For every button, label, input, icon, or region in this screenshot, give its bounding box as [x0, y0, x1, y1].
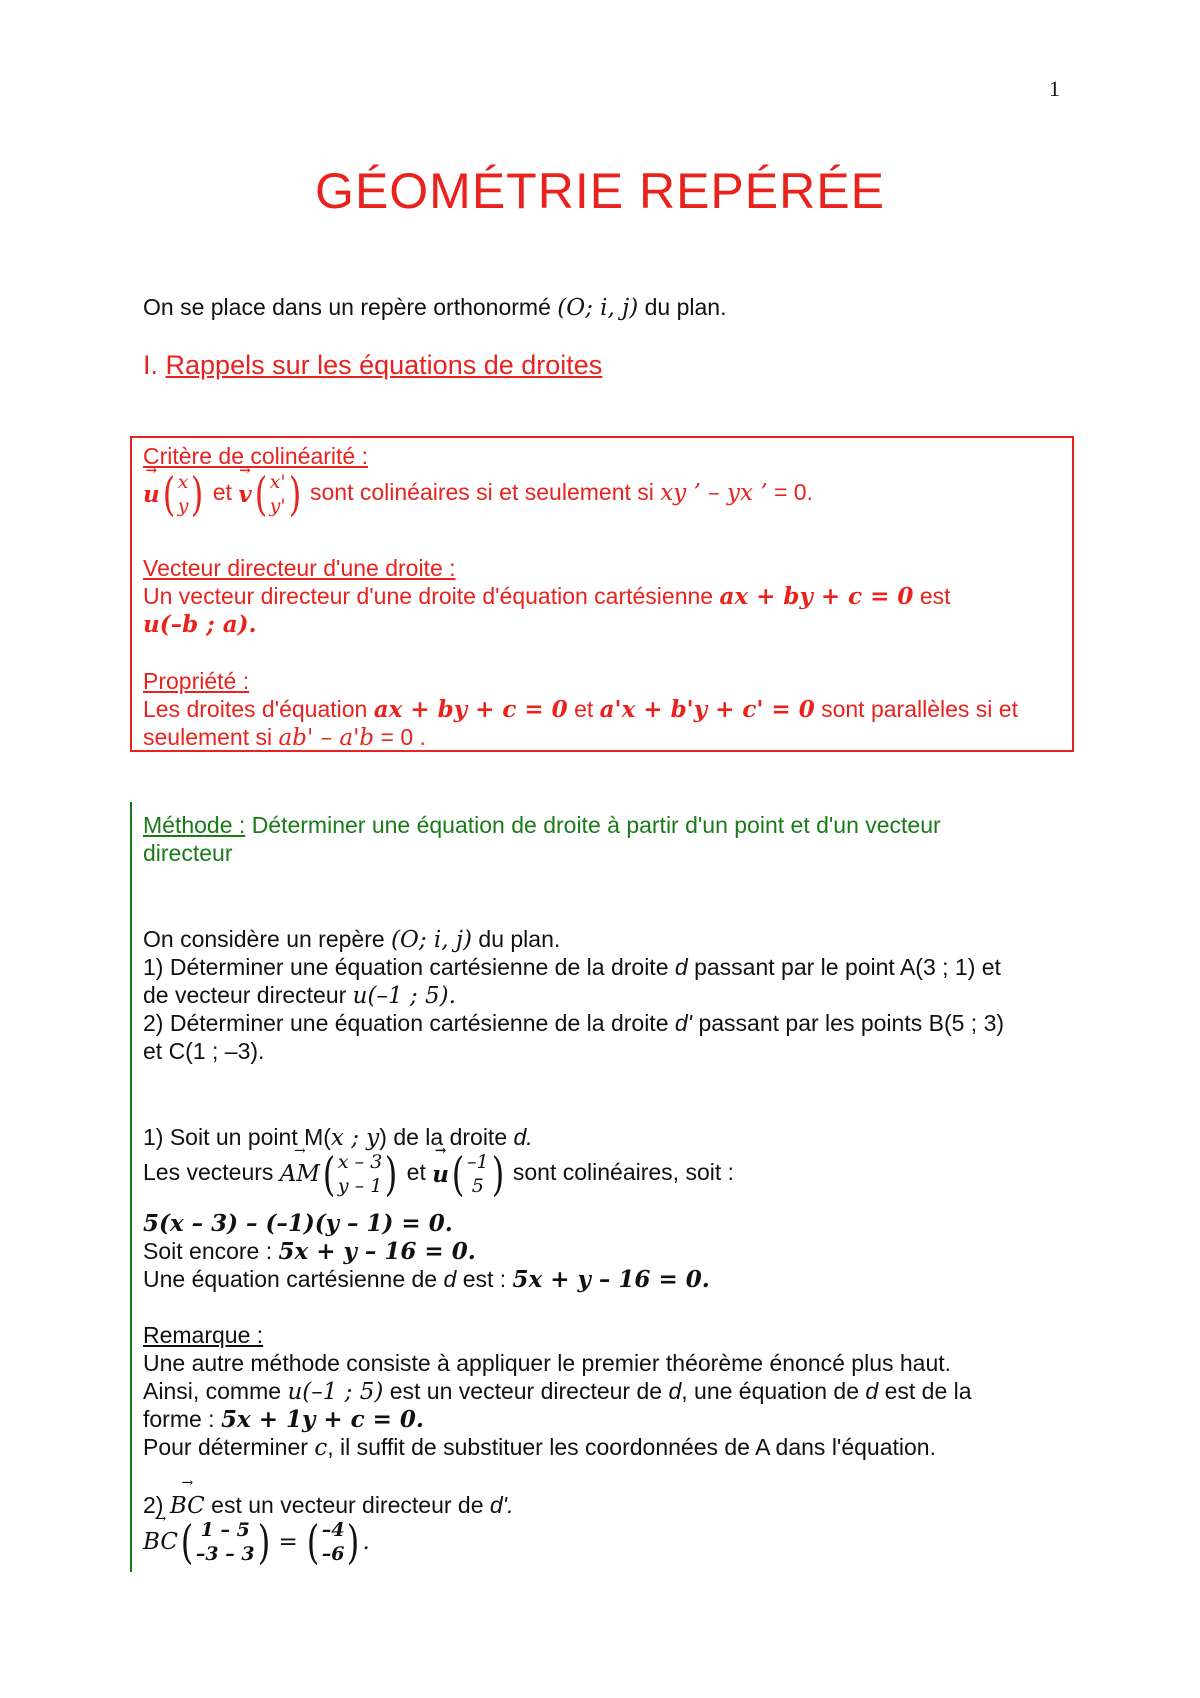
- solution-4: Soit encore : 5x + y – 16 = 0.: [143, 1238, 476, 1265]
- method-rule: [130, 802, 132, 1572]
- consider-line: On considère un repère (O; i, j) du plan.: [143, 926, 561, 953]
- intro-line: [143, 294, 726, 321]
- director-title: Vecteur directeur d'une droite :: [143, 555, 456, 581]
- vector-u: → u: [143, 481, 160, 508]
- intro-text: On se place dans un repère orthonormé: [143, 294, 551, 320]
- solution-5: Une équation cartésienne de d est : 5x + y – 16 = 0.: [143, 1266, 710, 1293]
- solution-2: Les vecteurs → AM ( x – 3 y – 1 ) et → u ( –1 5 ) sont colinéaires, soit :: [143, 1150, 734, 1198]
- remark-2: Ainsi, comme u(–1 ; 5) est un vecteur directeur de d, une équation de d est de la: [143, 1378, 972, 1405]
- part-2-computation: → BC ( 1 – 5 –3 – 3 ) = ( –4 –6 ) .: [143, 1518, 370, 1566]
- section-number: I.: [143, 350, 159, 380]
- section-title: Rappels sur les équations de droites: [165, 350, 603, 380]
- method-title: Méthode : Déterminer une équation de droite à partir d'un point et d'un vecteur: [143, 812, 941, 838]
- property-line2: seulement si ab' – a'b = 0 .: [143, 724, 426, 751]
- remark-4: Pour déterminer c, il suffit de substituer les coordonnées de A dans l'équation.: [143, 1434, 936, 1461]
- method-label: Méthode :: [143, 812, 246, 838]
- property-title: Propriété :: [143, 668, 250, 694]
- page-number: 1: [1049, 76, 1060, 101]
- intro-end: du plan.: [644, 294, 727, 320]
- question-1: 1) Déterminer une équation cartésienne de la droite d passant par le point A(3 ; 1) et: [143, 954, 1001, 980]
- page-title: GÉOMÉTRIE REPÉRÉE: [315, 163, 885, 219]
- question-1-cont: de vecteur directeur u(–1 ; 5).: [143, 982, 456, 1009]
- property-line1: Les droites d'équation ax + by + c = 0 et a'x + b'y + c' = 0 sont parallèles si et: [143, 696, 1018, 723]
- criterion-line: → u ( x y ) et → v ( x' y' ) sont colinéaires si et seulement si xy ’ – yx ’ = 0.: [143, 470, 813, 518]
- solution-1: 1) Soit un point M(x ; y) de la droite d.: [143, 1124, 533, 1151]
- section-heading: [143, 350, 602, 381]
- director-line1: Un vecteur directeur d'une droite d'équation cartésienne ax + by + c = 0 est: [143, 583, 951, 610]
- criterion-title: Critère de colinéarité :: [143, 443, 368, 469]
- frame-notation: (O; i, j): [557, 295, 639, 321]
- remark-3: forme : 5x + 1y + c = 0.: [143, 1406, 424, 1433]
- solution-3: 5(x – 3) – (–1)(y – 1) = 0.: [143, 1210, 453, 1237]
- remark-1: Une autre méthode consiste à appliquer le premier théorème énoncé plus haut.: [143, 1350, 952, 1376]
- director-line2: u(–b ; a).: [143, 611, 257, 638]
- part-2-line: 2) → BC est un vecteur directeur de d'.: [143, 1492, 513, 1519]
- method-title-cont: directeur: [143, 840, 233, 866]
- remark-title: Remarque :: [143, 1322, 264, 1348]
- vector-v: → v: [238, 481, 251, 508]
- question-2: 2) Déterminer une équation cartésienne de la droite d' passant par les points B(5 ; 3): [143, 1010, 1005, 1036]
- question-2-cont: et C(1 ; –3).: [143, 1038, 265, 1064]
